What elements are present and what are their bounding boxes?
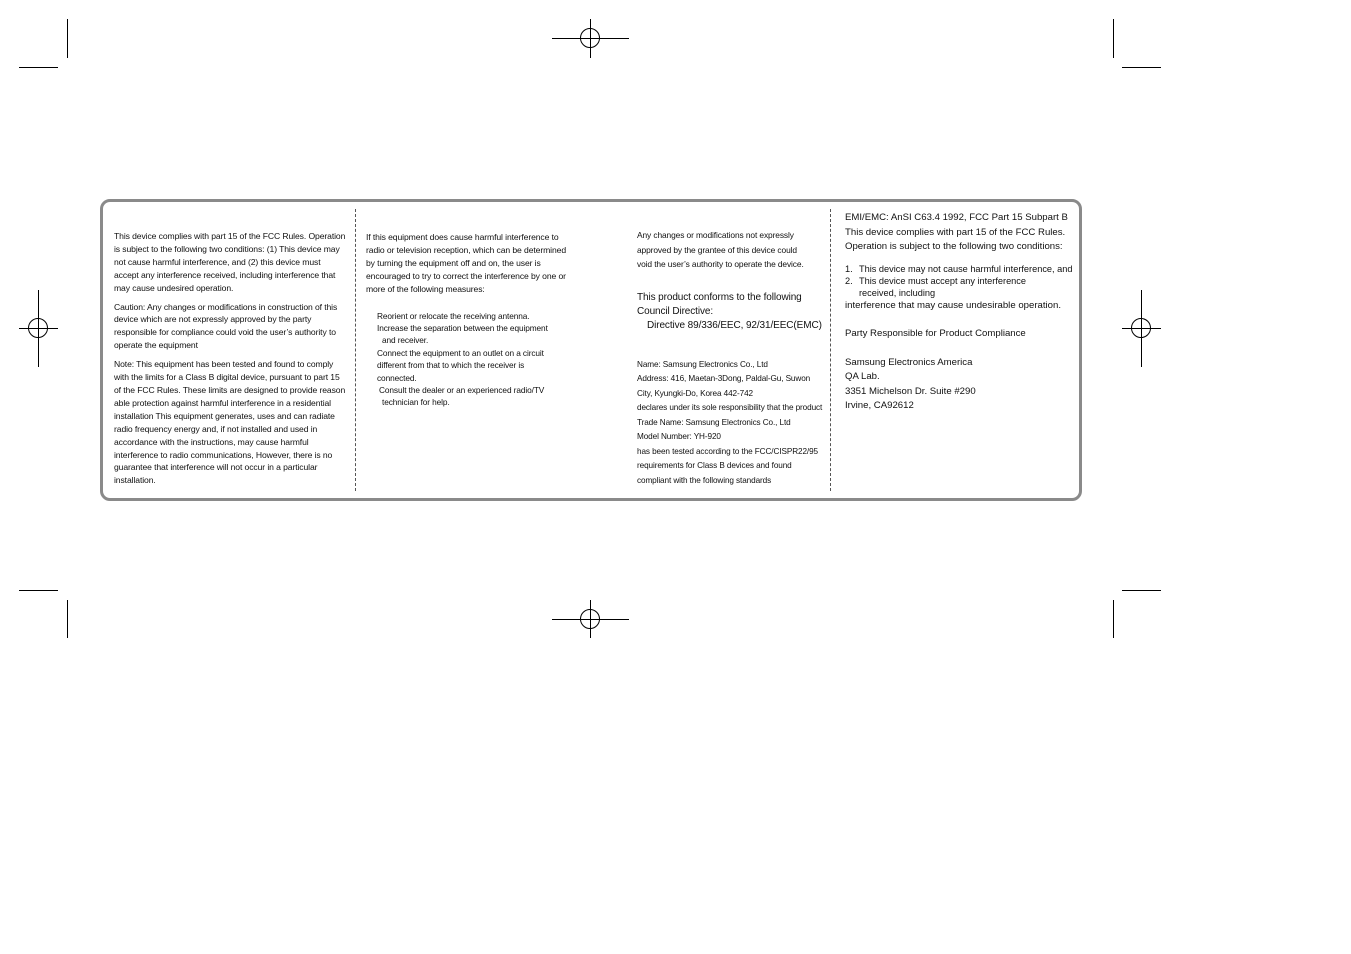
registration-target bbox=[1131, 318, 1151, 338]
measure-item: Increase the separation between the equipment bbox=[377, 322, 548, 333]
responsible-party-heading: Party Responsible for Product Compliance bbox=[845, 328, 1026, 339]
crop-mark bbox=[19, 67, 58, 68]
manufacturer-name: Name: Samsung Electronics Co., Ltd bbox=[637, 359, 768, 369]
operation-conditions: Operation is subject to the following two conditions: bbox=[845, 241, 1063, 252]
crop-mark bbox=[19, 590, 58, 591]
caution-text: Caution: Any changes or modifications in construction of this device which are not expressly approved by the party responsible for compliance could void the user’s authority to operate the equipment bbox=[114, 301, 338, 351]
company-street: 3351 Michelson Dr. Suite #290 bbox=[845, 385, 976, 397]
condition-number: 2. bbox=[845, 275, 853, 286]
measure-item: Reorient or relocate the receiving antenna. bbox=[377, 310, 530, 321]
measure-item: Consult the dealer or an experienced radio/TV bbox=[379, 384, 545, 395]
crop-mark bbox=[67, 19, 68, 58]
column-divider bbox=[830, 209, 831, 491]
trade-name: Trade Name: Samsung Electronics Co., Ltd bbox=[637, 417, 791, 427]
company-city: Irvine, CA92612 bbox=[845, 400, 914, 411]
manufacturer-address: Address: 416, Maetan-3Dong, Paldal-Gu, Suwon City, Kyungki-Do, Korea 442-742 bbox=[637, 374, 811, 398]
test-statement: has been tested according to the FCC/CISPR22/95 requirements for Class B devices and found compliant with the following standards bbox=[637, 446, 818, 485]
condition-item bbox=[845, 275, 1077, 299]
note-text: Note: This equipment has been tested and found to comply with the limits for a Class B digital device, pursuant to part 15 of the FCC Rules. These limits are designed to provide reason able protection against harmful interference in a residential installation This equipment generates, uses and can radiate radio frequency energy and, if not installed and used in accordance with the instructions, may cause harmful interference to radio communications, However, there is no guarantee that interference will not occur in a particular installation. bbox=[114, 359, 346, 486]
condition-text: This device must accept any interference received, including bbox=[859, 275, 1026, 298]
interference-measures-column bbox=[366, 231, 576, 409]
declaration-column bbox=[637, 228, 827, 488]
directive-text: Directive 89/336/EEC, 92/31/EEC(EMC) bbox=[647, 319, 822, 331]
registration-target bbox=[28, 318, 48, 338]
measure-item: Connect the equipment to an outlet on a circuit different from that to which the receiver is connected. bbox=[377, 347, 544, 383]
conformity-text: This product conforms to the following Council Directive: bbox=[637, 291, 802, 317]
fcc-complies-text: This device complies with part 15 of the FCC Rules. bbox=[845, 226, 1066, 238]
condition-continuation: interference that may cause undesirable operation. bbox=[845, 299, 1061, 311]
company-lab: QA Lab. bbox=[845, 371, 880, 382]
registration-target bbox=[580, 28, 600, 48]
emc-standard: EMI/EMC: AnSI C63.4 1992, FCC Part 15 Subpart B bbox=[845, 212, 1068, 223]
column-divider bbox=[355, 209, 356, 491]
declaration-text: declares under its sole responsibility that the product bbox=[637, 403, 823, 412]
measures-list bbox=[366, 310, 576, 409]
condition-item bbox=[845, 263, 1077, 275]
condition-number: 1. bbox=[845, 263, 853, 274]
registration-target bbox=[580, 609, 600, 629]
measure-item: and receiver. bbox=[382, 335, 429, 346]
measure-item: technician for help. bbox=[382, 397, 450, 408]
interference-intro: If this equipment does cause harmful interference to radio or television reception, which can be determined by turning the equipment off and on, the user is encouraged to try to correct the interference by one or more of the following measures: bbox=[366, 232, 567, 294]
crop-mark bbox=[67, 600, 68, 638]
emc-column bbox=[845, 211, 1077, 414]
condition-text: This device may not cause harmful interference, and bbox=[859, 263, 1073, 274]
fcc-statement-column bbox=[114, 230, 346, 493]
model-number: Model Number: YH-920 bbox=[637, 432, 721, 441]
crop-mark bbox=[1113, 600, 1114, 638]
changes-text: Any changes or modifications not expressly approved by the grantee of this device could void the user’s authority to operate the device. bbox=[637, 230, 804, 269]
crop-mark bbox=[1122, 67, 1161, 68]
crop-mark bbox=[1113, 19, 1114, 58]
crop-mark bbox=[1122, 590, 1161, 591]
fcc-compliance-text: This device complies with part 15 of the FCC Rules. Operation is subject to the following two conditions: (1) This device may not cause harmful interference, and (2) this device must accept any interference received, including interference that may cause undesired operation. bbox=[114, 231, 346, 293]
company-name: Samsung Electronics America bbox=[845, 356, 973, 368]
